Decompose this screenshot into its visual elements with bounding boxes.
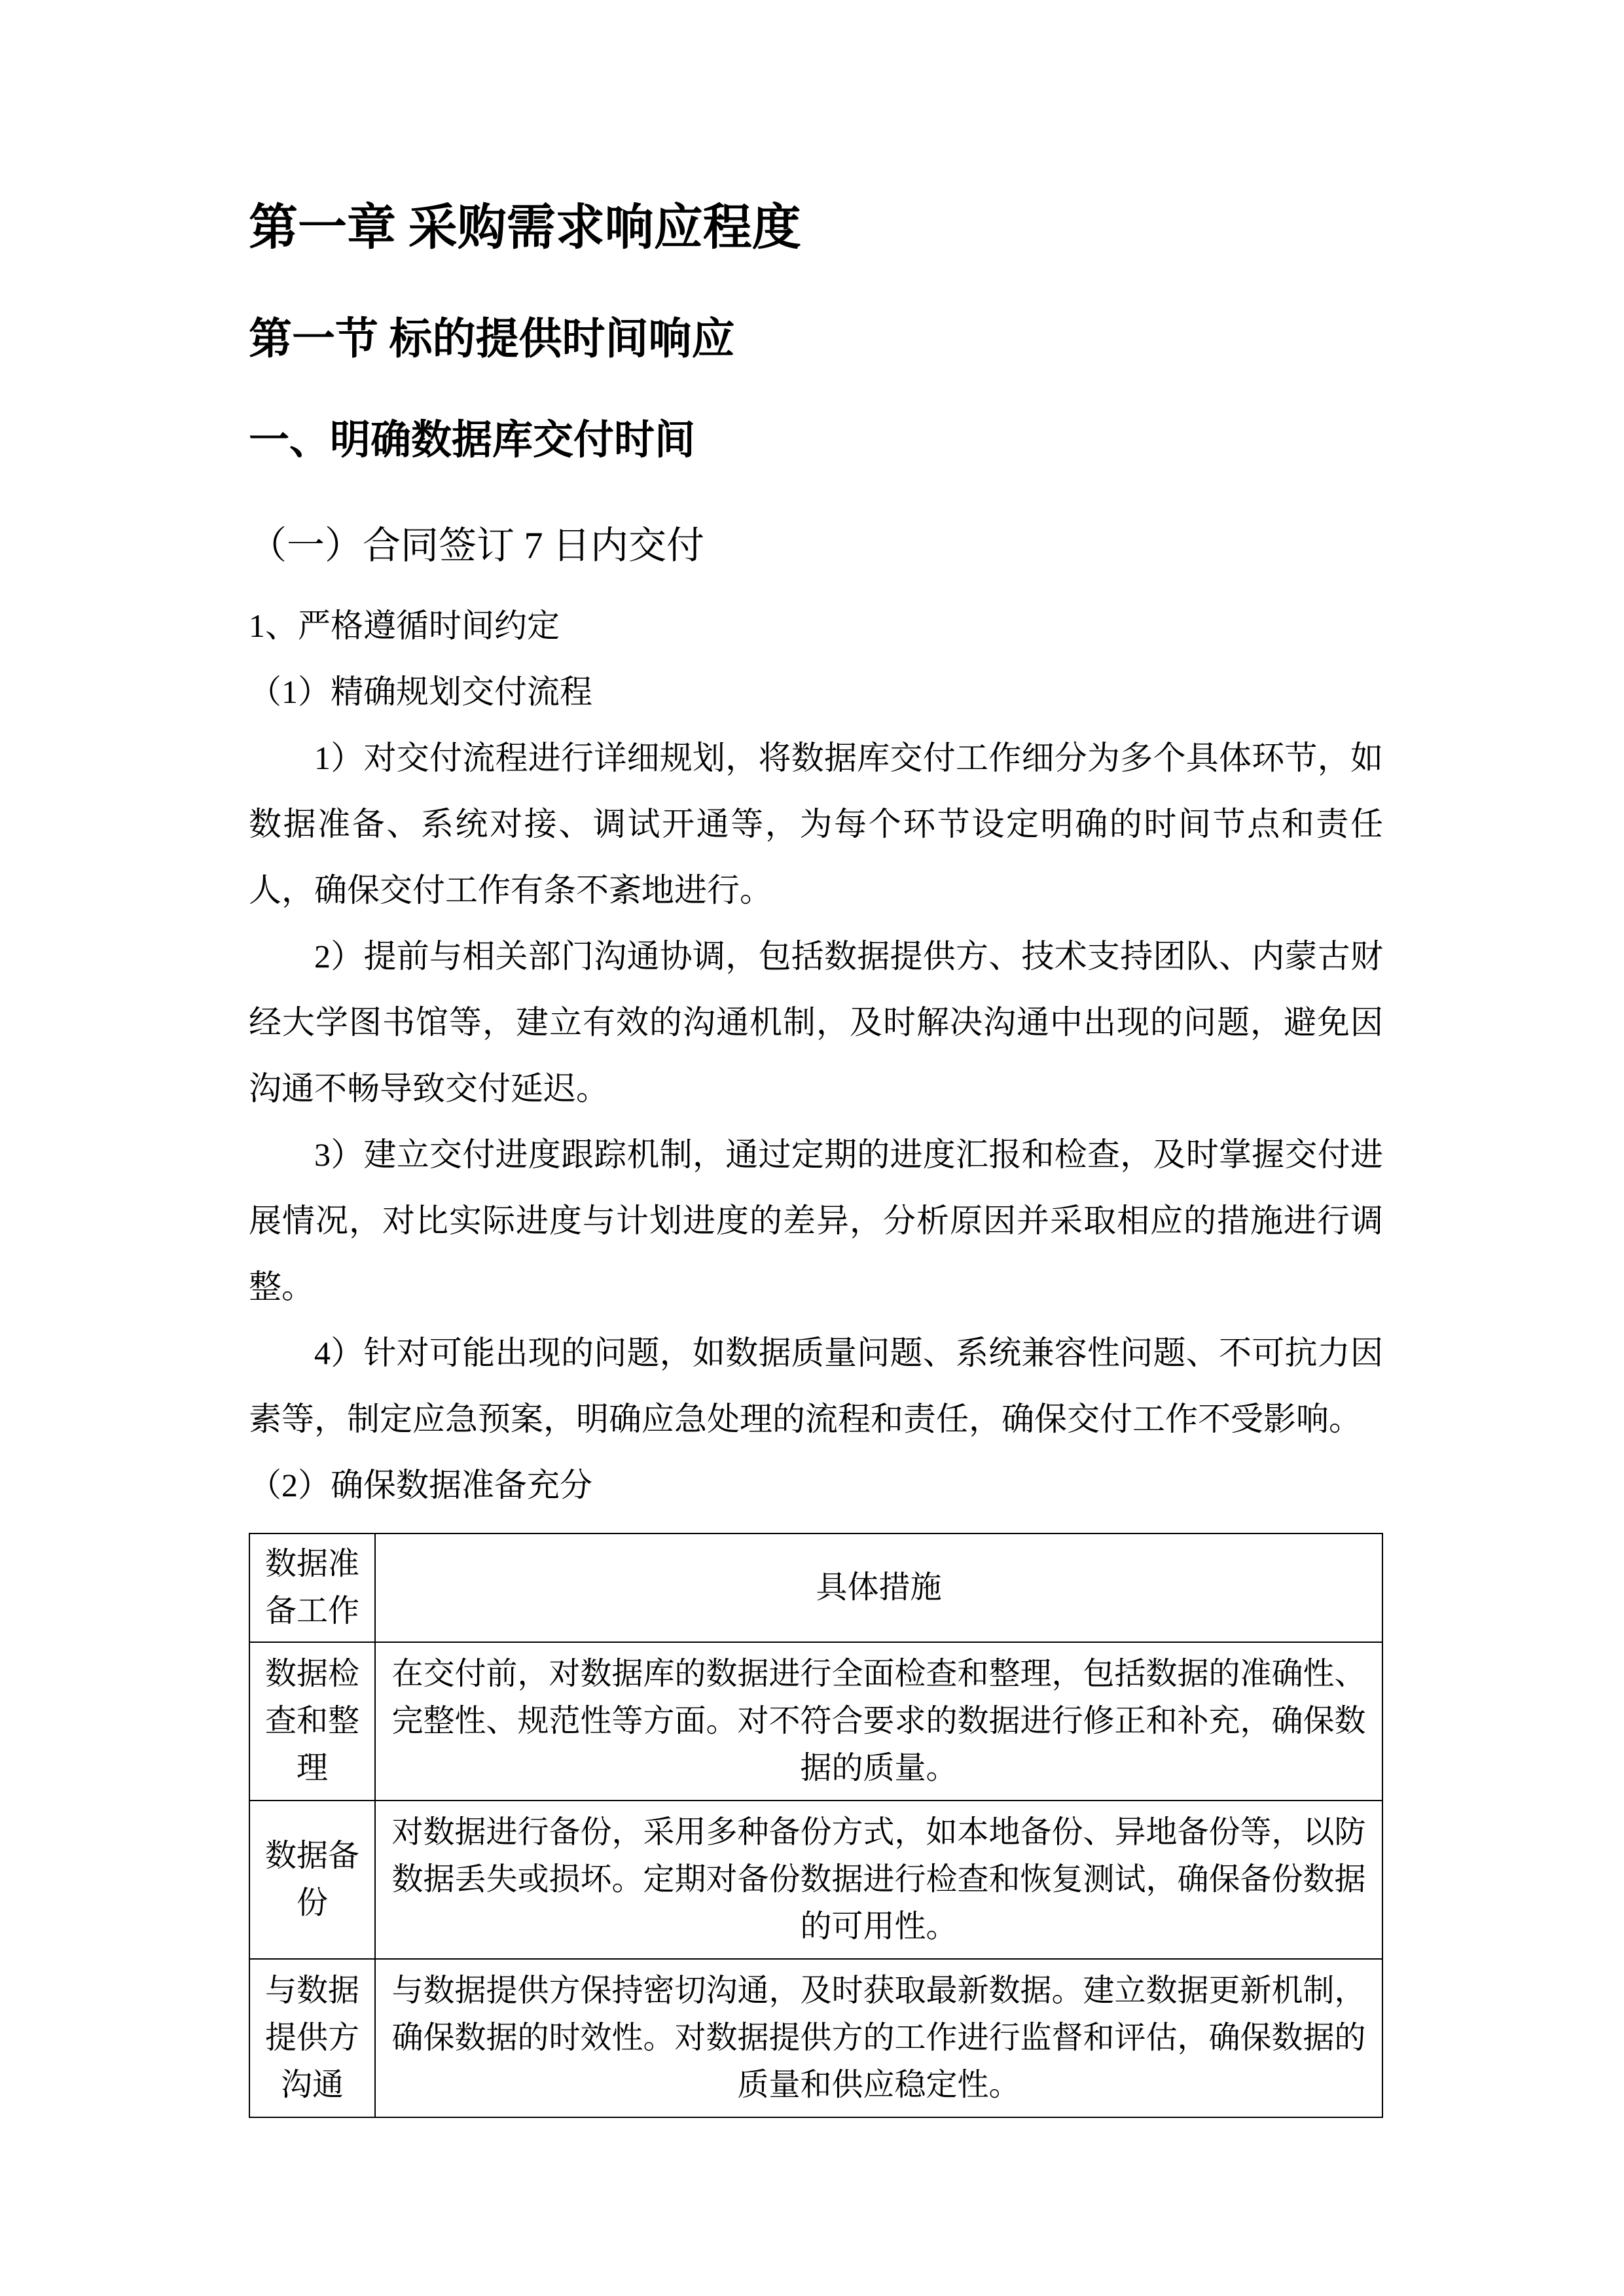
- chapter-heading: 第一章 采购需求响应程度: [249, 201, 801, 255]
- paragraph-2: 2）提前与相关部门沟通协调，包括数据提供方、技术支持团队、内蒙古财经大学图书馆等，建立有效的沟通机制，及时解决沟通中出现的问题，避免因沟通不畅导致交付延迟。: [249, 938, 1383, 1107]
- paragraph-4: 4）针对可能出现的问题，如数据质量问题、系统兼容性问题、不可抗力因素等，制定应急预案，明确应急处理的流程和责任，确保交付工作不受影响。: [249, 1335, 1383, 1438]
- table-row: [249, 1801, 1382, 1959]
- table-cell-desc: 在交付前，对数据库的数据进行全面检查和整理，包括数据的准确性、完整性、规范性等方面。对不符合要求的数据进行修正和补充，确保数据的质量。: [375, 1642, 1382, 1801]
- table-header-row: [249, 1534, 1382, 1642]
- table-row: [249, 1642, 1382, 1801]
- paragraph-3: 3）建立交付进度跟踪机制，通过定期的进度汇报和检查，及时掌握交付进展情况，对比实际进度与计划进度的差异，分析原因并采取相应的措施进行调整。: [249, 1136, 1383, 1306]
- section-heading: 第一节 标的提供时间响应: [249, 315, 735, 363]
- table-row: [249, 1959, 1382, 2117]
- table-cell-desc: 与数据提供方保持密切沟通，及时获取最新数据。建立数据更新机制，确保数据的时效性。对数据提供方的工作进行监督和评估，确保数据的质量和供应稳定性。: [375, 1959, 1382, 2117]
- table-cell-desc: 对数据进行备份，采用多种备份方式，如本地备份、异地备份等，以防数据丢失或损坏。定期对备份数据进行检查和恢复测试，确保备份数据的可用性。: [375, 1801, 1382, 1959]
- table-cell-term: 与数据提供方沟通: [249, 1959, 375, 2117]
- list-item-1: 1、严格遵循时间约定: [249, 607, 560, 645]
- table-cell-term: 数据备份: [249, 1801, 375, 1959]
- list-item-1-1: （1）精确规划交付流程: [249, 673, 592, 711]
- table-header-measures: 具体措施: [375, 1534, 1382, 1642]
- data-preparation-table: [249, 1533, 1383, 2118]
- list-item-1-2: （2）确保数据准备充分: [249, 1467, 592, 1504]
- table-cell-term: 数据检查和整理: [249, 1642, 375, 1801]
- table-header-term: 数据准备工作: [249, 1534, 375, 1642]
- subsection-heading: 一、明确数据库交付时间: [249, 418, 696, 463]
- paragraph-1: 1）对交付流程进行详细规划，将数据库交付工作细分为多个具体环节，如数据准备、系统对接、调试开通等，为每个环节设定明确的时间节点和责任人，确保交付工作有条不紊地进行。: [249, 740, 1383, 909]
- clause-heading: （一）合同签订 7 日内交付: [249, 524, 705, 567]
